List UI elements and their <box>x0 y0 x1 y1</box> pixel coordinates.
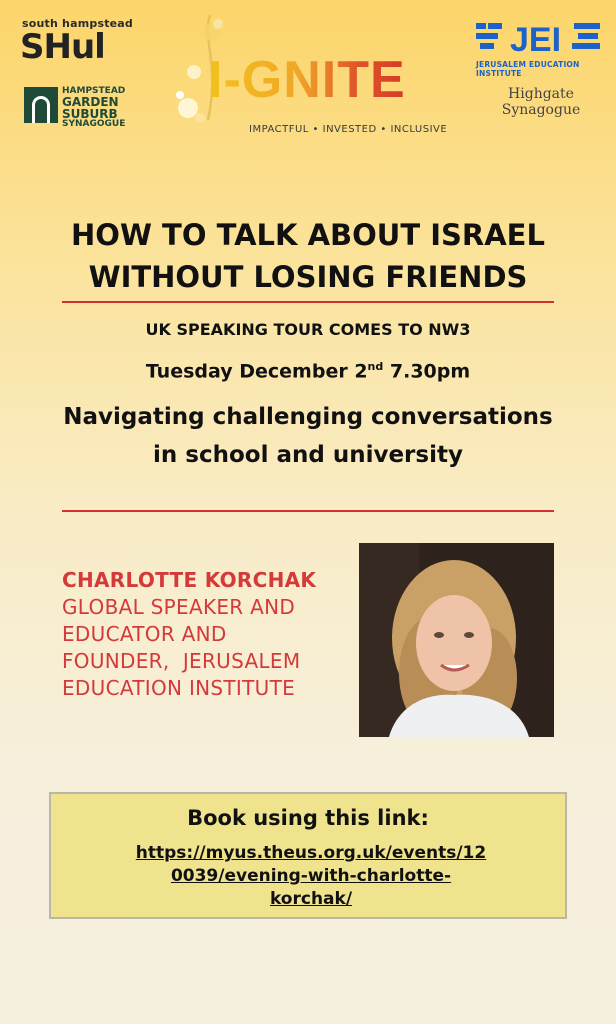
event-title <box>0 214 616 298</box>
jei-letters: JEI <box>510 21 562 59</box>
ignite-tagline: IMPACTFUL • INVESTED • INCLUSIVE <box>249 124 448 135</box>
speaker-photo <box>359 543 554 737</box>
booking-link[interactable] <box>111 842 511 911</box>
tagline-line2: in school and university <box>153 442 463 468</box>
booking-label: Book using this link: <box>187 806 429 830</box>
role-line1: GLOBAL SPEAKER AND <box>62 595 296 619</box>
role-line4: EDUCATION INSTITUTE <box>62 676 296 700</box>
highgate-line2: Synagogue <box>501 102 581 118</box>
shul-logo: SHul <box>20 27 105 67</box>
booking-box <box>49 792 567 919</box>
event-subhead: UK SPEAKING TOUR COMES TO NW3 <box>145 320 471 339</box>
event-tagline <box>0 398 616 474</box>
role-line2: EDUCATOR AND <box>62 622 227 646</box>
hgs-logo-text <box>62 87 125 129</box>
ignite-logo-word: I-GNITE <box>208 51 406 109</box>
jei-logo-icon <box>474 17 602 59</box>
hgs-line3: SUBURB <box>62 107 118 121</box>
hgs-logo-icon <box>24 87 58 123</box>
hgs-line2: GARDEN <box>62 95 119 109</box>
event-time: 7.30pm <box>383 360 471 383</box>
hgs-line1: HAMPSTEAD <box>62 86 126 96</box>
shul-logo-small-text: south hampstead <box>22 17 134 30</box>
link-line3[interactable]: korchak/ <box>269 889 353 909</box>
title-line2: WITHOUT LOSING FRIENDS <box>88 260 528 294</box>
highgate-line1: Highgate <box>508 86 574 102</box>
speaker-role <box>62 594 357 702</box>
divider-top <box>62 301 554 303</box>
date-suffix: nd <box>367 360 384 373</box>
title-line1: HOW TO TALK ABOUT ISRAEL <box>71 218 545 252</box>
hgs-line4: SYNAGOGUE <box>62 119 126 129</box>
divider-middle <box>62 510 554 512</box>
highgate-logo <box>500 86 582 118</box>
event-date <box>0 360 616 382</box>
jei-subtitle: JERUSALEM EDUCATION INSTITUTE <box>476 60 580 78</box>
date-text: Tuesday December 2 <box>145 360 368 383</box>
tagline-line1: Navigating challenging conversations <box>63 404 553 430</box>
link-line2[interactable]: 0039/evening-with-charlotte- <box>170 866 452 886</box>
speaker-name: CHARLOTTE KORCHAK <box>62 568 317 592</box>
link-line1[interactable]: https://myus.theus.org.uk/events/12 <box>135 843 487 863</box>
role-line3: FOUNDER, JERUSALEM <box>62 649 301 673</box>
